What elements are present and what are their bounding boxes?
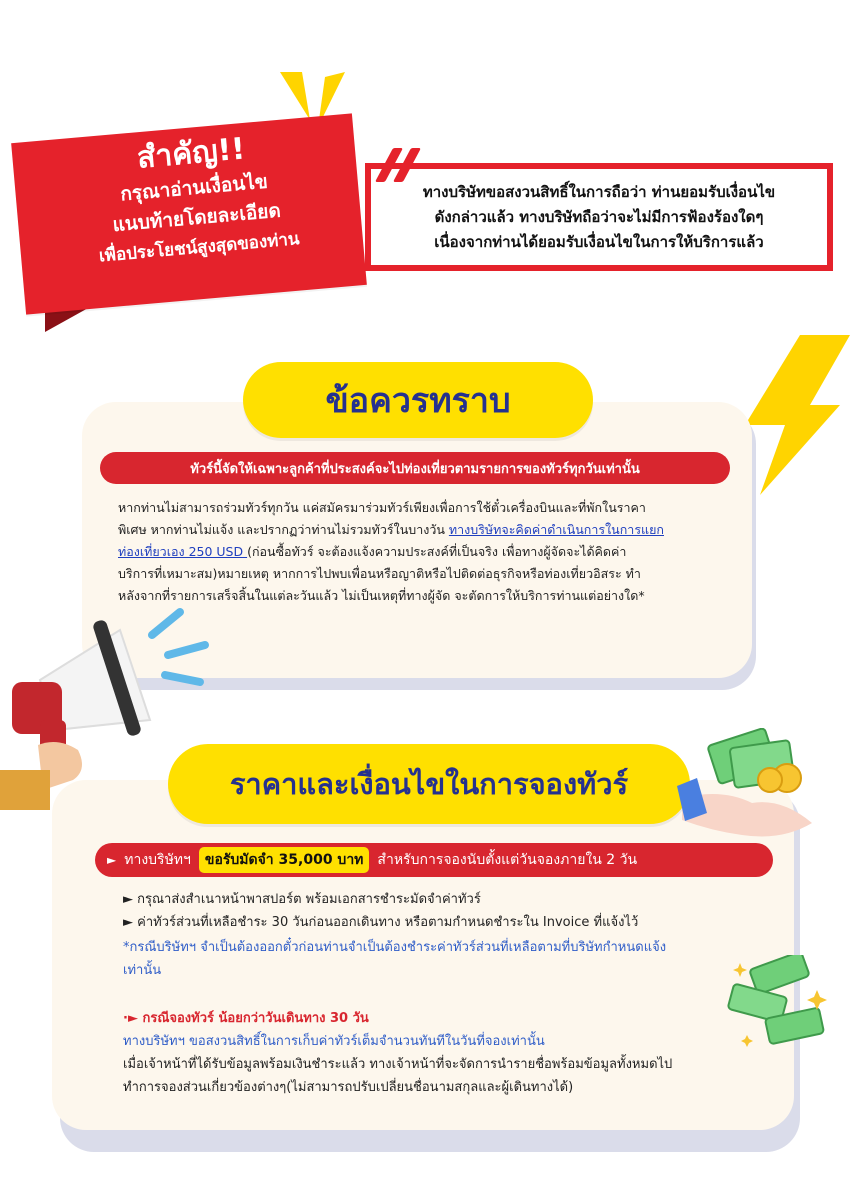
case-line-1: เมื่อเจ้าหน้าที่ได้รับข้อมูลพร้อมเงินชำระแล้ว ทางเจ้าหน้าที่จะจัดการนำรายชื่อพร้อมข้อมูลทั้งหมดไป	[123, 1057, 673, 1072]
para-line-2: พิเศษ หากท่านไม่แจ้ง และปรากฏว่าท่านไม่รวมทัวร์ในบางวัน ทางบริษัทจะคิดค่าดำเนินการในการแยก	[118, 522, 664, 537]
deposit-marker: ►	[107, 853, 117, 867]
fee-link-cont[interactable]: ท่องเที่ยวเอง 250 USD	[118, 544, 248, 559]
fee-link[interactable]: ทางบริษัทจะคิดค่าดำเนินการในการแยก	[448, 522, 664, 537]
para-line-1: หากท่านไม่สามารถร่วมทัวร์ทุกวัน แค่สมัครมาร่วมทัวร์เพียงเพื่อการใช้ตั๋วเครื่องบินและที่พักในราคา	[118, 500, 646, 515]
deposit-amount: ขอรับมัดจำ 35,000 บาท	[199, 847, 370, 873]
case-title: ·► กรณีจองทัวร์ น้อยกว่าวันเดินทาง 30 วัน	[123, 1011, 369, 1026]
important-banner-text	[45, 123, 345, 276]
banner-line-3: เพื่อประโยชน์สูงสุดของท่าน	[98, 229, 301, 267]
para-line-4: บริการที่เหมาะสม)หมายเหตุ หากการไปพบเพื่อนหรือญาติหรือไปติดต่อธุรกิจหรือท่องเที่ยวอิสระ ทำ	[118, 566, 641, 581]
quote-icon	[384, 148, 412, 182]
bullet-1: ► กรุณาส่งสำเนาหน้าพาสปอร์ต พร้อมเอกสารชำระมัดจำค่าทัวร์	[123, 892, 481, 907]
para-line-3: ท่องเที่ยวเอง 250 USD (ก่อนซื้อทัวร์ จะต้องแจ้งความประสงค์ที่เป็นจริง เพื่อทางผู้จัดจะได้คิดค่า	[118, 544, 627, 559]
deposit-post: สำหรับการจองนับตั้งแต่วันจองภายใน 2 วัน	[377, 852, 638, 868]
notice-line-2: ดังกล่าวแล้ว ทางบริษัทถือว่าจะไม่มีการฟ้องร้องใดๆ	[434, 207, 764, 226]
deposit-pre: ทางบริษัทฯ	[124, 852, 191, 868]
section1-paragraph	[118, 497, 723, 607]
lightning-icon	[740, 335, 850, 495]
section2-title	[168, 744, 690, 824]
notice-line-1: ทางบริษัทขอสงวนสิทธิ์ในการถือว่า ท่านยอมรับเงื่อนไข	[422, 182, 776, 201]
section1-subtitle	[100, 452, 730, 484]
note-line-1: *กรณีบริษัทฯ จำเป็นต้องออกตั๋วก่อนท่านจำเป็นต้องชำระค่าทัวร์ส่วนที่เหลือตามที่บริษัทกำหนดแจ้ง	[123, 940, 667, 955]
section1-title	[243, 362, 593, 438]
flying-money-icon	[722, 955, 832, 1050]
banner-line-1: กรุณาอ่านเงื่อนไข	[119, 170, 269, 206]
section1-subtitle-text: ทัวร์นี้จัดให้เฉพาะลูกค้าที่ประสงค์จะไปท่องเที่ยวตามรายการของทัวร์ทุกวันเท่านั้น	[190, 461, 640, 477]
para-line-5: หลังจากที่รายการเสร็จสิ้นในแต่ละวันแล้ว ไม่เป็นเหตุที่ทางผู้จัด จะตัดการให้บริการท่านแต่อย่างใด*	[118, 588, 645, 603]
money-hand-icon	[672, 728, 822, 843]
bullet-2: ► ค่าทัวร์ส่วนที่เหลือชำระ 30 วันก่อนออกเดินทาง หรือตามกำหนดชำระใน Invoice ที่แจ้งไว้	[123, 915, 639, 930]
banner-title: สำคัญ!!	[135, 131, 247, 176]
banner-line-2: แนบท้ายโดยละเอียด	[111, 199, 282, 237]
case-blue-line: ทางบริษัทฯ ขอสงวนสิทธิ์ในการเก็บค่าทัวร์เต็มจำนวนทันทีในวันที่จองเท่านั้น	[123, 1034, 545, 1049]
notice-line-3: เนื่องจากท่านได้ยอมรับเงื่อนไขในการให้บริการแล้ว	[434, 232, 764, 251]
case-line-2: ทำการจองส่วนเกี่ยวข้องต่างๆ(ไม่สามารถปรับเปลี่ยนชื่อนามสกุลและผู้เดินทางได้)	[123, 1080, 574, 1095]
section2-title-text: ราคาและเงื่อนไขในการจองทัวร์	[229, 767, 629, 801]
section1-title-text: ข้อควรทราบ	[325, 381, 511, 421]
note-line-2: เท่านั้น	[123, 963, 162, 978]
notice-box	[365, 163, 833, 271]
deposit-bar	[95, 843, 773, 877]
